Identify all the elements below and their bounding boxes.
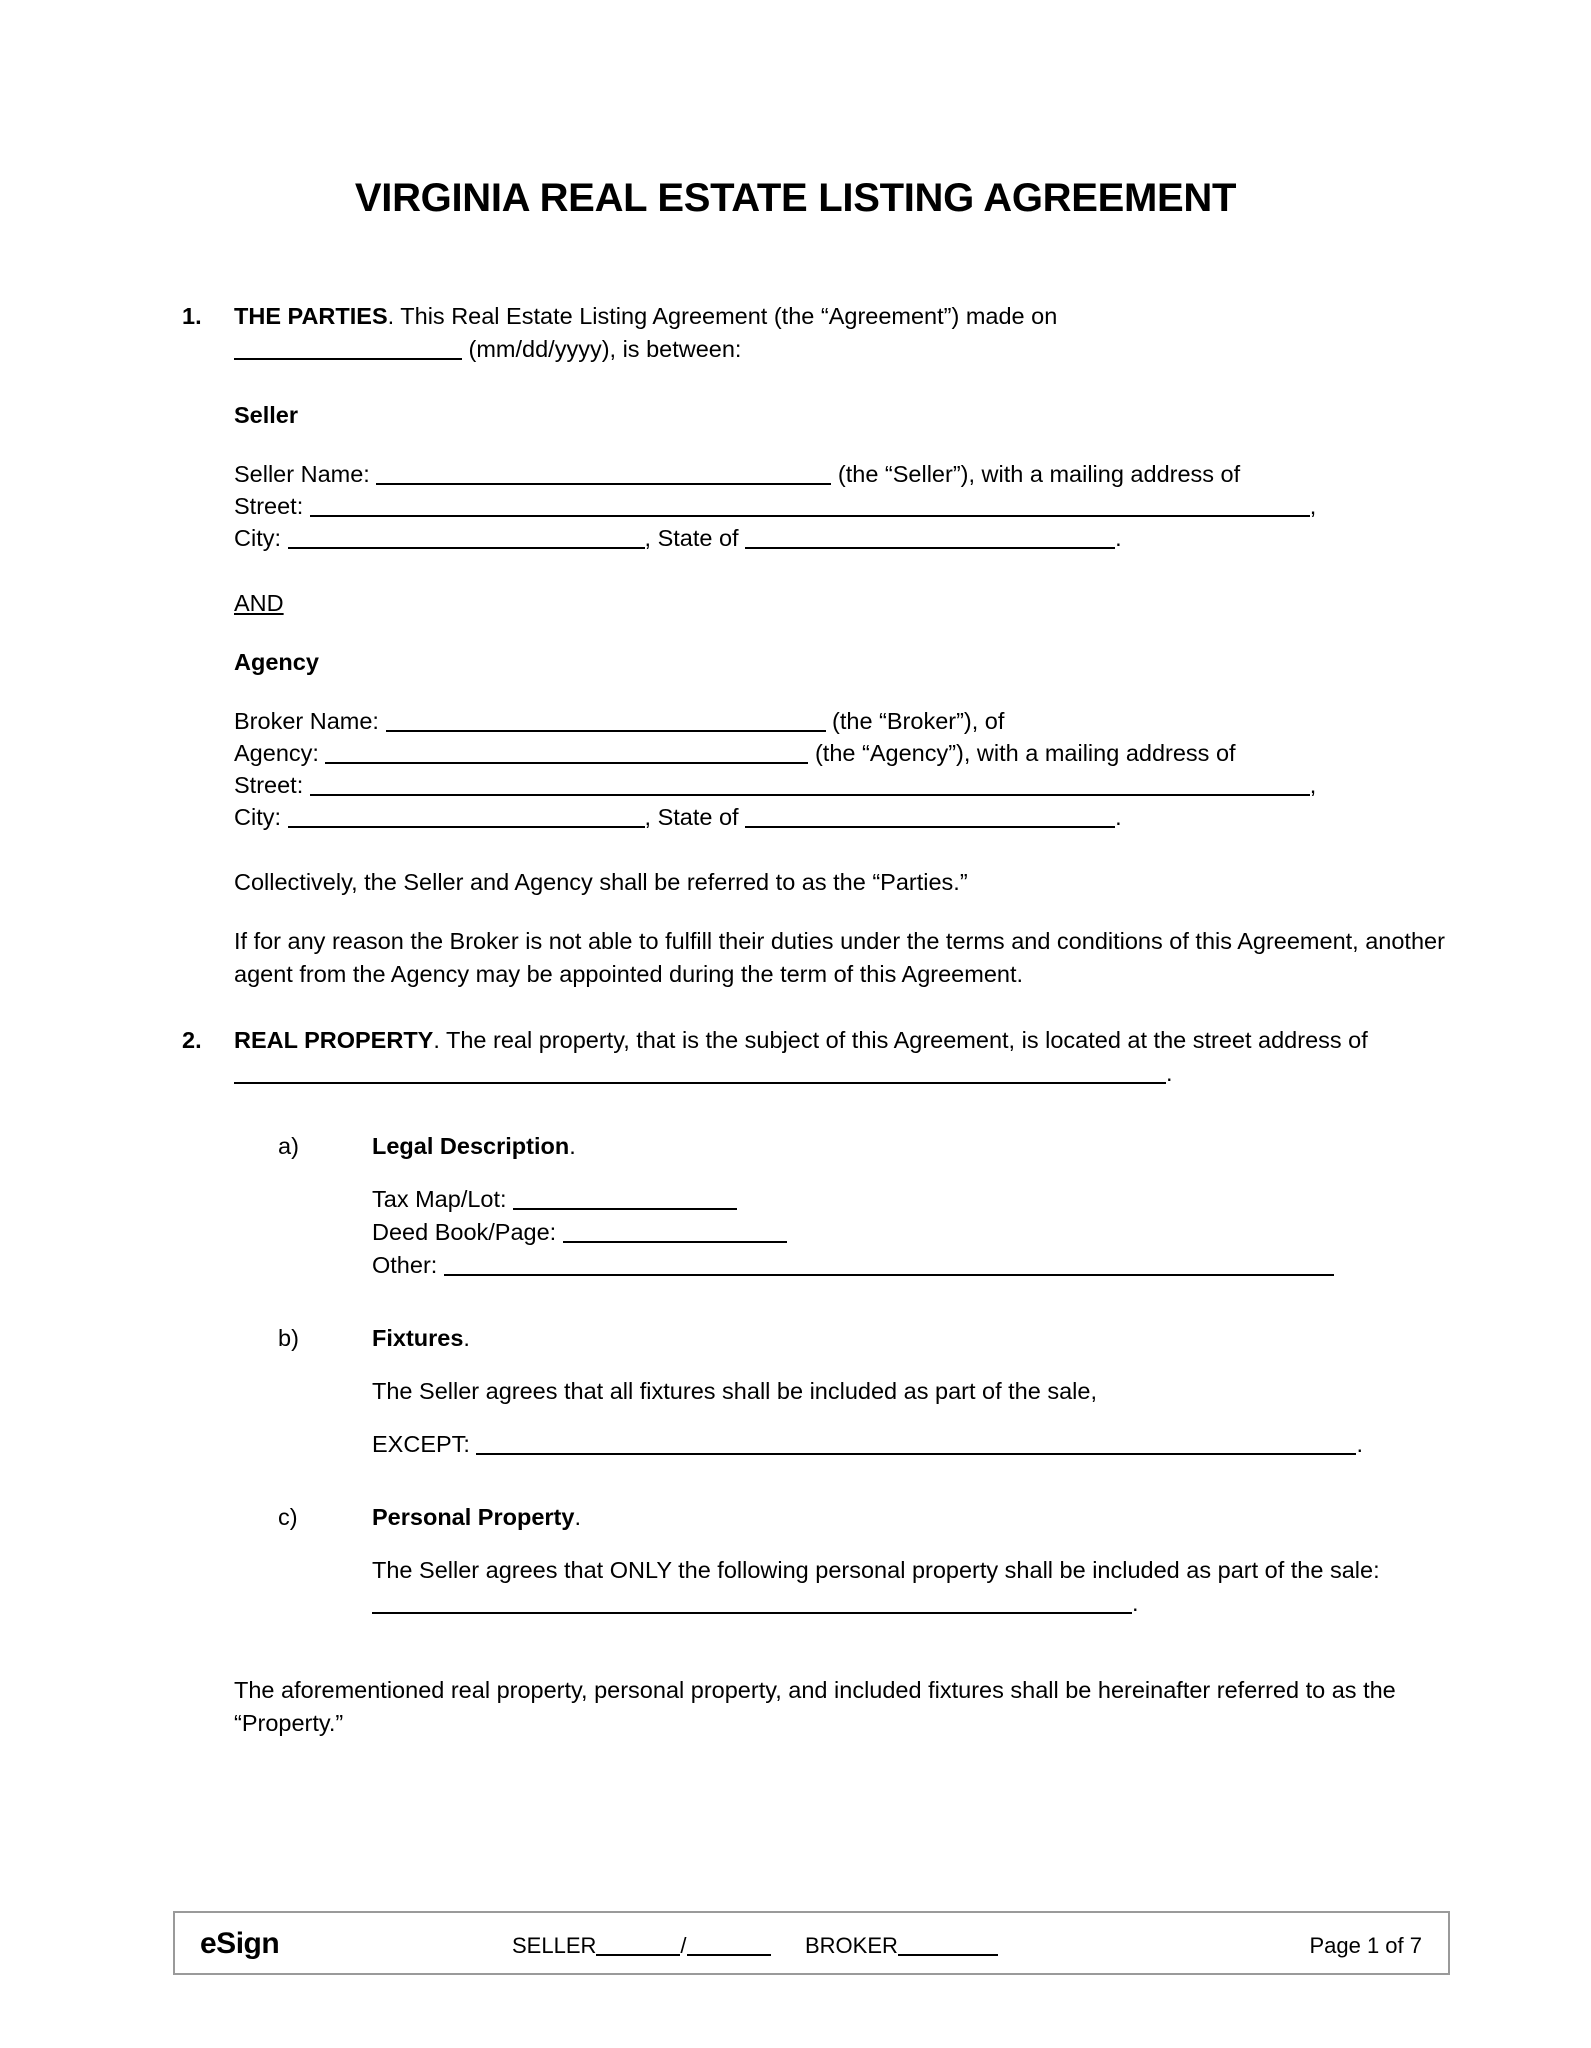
broker-name-label: Broker Name: <box>234 708 379 734</box>
substitute-agent-paragraph-row <box>234 925 1446 991</box>
agency-heading: Agency <box>234 649 319 675</box>
page-title: VIRGINIA REAL ESTATE LISTING AGREEMENT <box>354 176 1237 220</box>
personal-property-body-row <box>372 1554 1446 1620</box>
agency-name-blank[interactable] <box>325 741 808 764</box>
subclause-b-letter: b) <box>278 1325 299 1351</box>
footer-seller-label: SELLER <box>512 1933 597 1958</box>
clause-2-intro-text: . The real property, that is the subject of this Agreement, is located at the street address of <box>433 1027 1368 1053</box>
seller-details <box>234 458 1446 554</box>
fixtures-except-blank[interactable] <box>476 1432 1356 1455</box>
seller-name-blank[interactable] <box>376 462 831 485</box>
subclause-b-title-suffix: . <box>463 1325 470 1351</box>
collective-paragraph-row <box>234 866 1446 899</box>
other-legal-label: Other: <box>372 1252 438 1278</box>
broker-name-blank[interactable] <box>386 709 826 732</box>
agency-heading-row <box>234 646 1446 679</box>
fixtures-except-row <box>372 1428 1446 1461</box>
date-format-hint: (mm/dd/yyyy), is between: <box>468 336 742 362</box>
deed-book-page-blank[interactable] <box>563 1220 787 1243</box>
subclause-fixtures <box>278 1322 1446 1355</box>
clause-the-parties <box>182 300 1446 366</box>
agency-street-blank[interactable] <box>310 773 1310 796</box>
agency-label: Agency: <box>234 740 319 766</box>
subclause-legal-description <box>278 1130 1446 1163</box>
clause-1-heading: THE PARTIES <box>234 303 388 329</box>
substitute-agent-paragraph: If for any reason the Broker is not able to fulfill their duties under the terms and conditions of this Agreement, another agent from the Agency may be appointed during the term of this Agreement. <box>234 928 1445 987</box>
footer-broker-initial-blank[interactable] <box>898 1937 998 1956</box>
personal-property-suffix: . <box>1132 1590 1139 1616</box>
subclause-a-title: Legal Description <box>372 1133 570 1159</box>
seller-city-blank[interactable] <box>288 526 645 549</box>
and-connector: AND <box>234 590 284 616</box>
agency-details <box>234 705 1446 833</box>
agency-city-suffix: , State of <box>644 804 739 830</box>
subclause-c-title: Personal Property <box>372 1504 575 1530</box>
agency-street-suffix: , <box>1309 772 1317 798</box>
fixtures-body-row <box>372 1375 1446 1408</box>
seller-city-suffix: , State of <box>644 525 739 551</box>
collective-paragraph: Collectively, the Seller and Agency shall be referred to as the “Parties.” <box>234 869 968 895</box>
broker-name-suffix: (the “Broker”), of <box>832 708 1005 734</box>
agency-state-suffix: . <box>1115 804 1122 830</box>
esign-logo: eSign <box>200 1927 280 1960</box>
subclause-a-letter: a) <box>278 1133 299 1159</box>
agency-state-blank[interactable] <box>745 805 1115 828</box>
clause-2-number: 2. <box>182 1027 202 1053</box>
footer-seller-initial-blank-1[interactable] <box>596 1937 680 1956</box>
tax-map-lot-label: Tax Map/Lot: <box>372 1186 507 1212</box>
property-definition-paragraph: The aforementioned real property, personal property, and included fixtures shall be hereinafter referred to as the “Property.” <box>234 1677 1396 1736</box>
subclause-a-title-suffix: . <box>569 1133 576 1159</box>
seller-name-suffix: (the “Seller”), with a mailing address of <box>837 461 1241 487</box>
legal-description-fields <box>372 1183 1446 1282</box>
seller-street-blank[interactable] <box>310 494 1310 517</box>
tax-map-lot-blank[interactable] <box>513 1187 737 1210</box>
fixtures-except-label: EXCEPT: <box>372 1431 470 1457</box>
other-legal-blank[interactable] <box>444 1253 1334 1276</box>
subclause-b-title: Fixtures <box>372 1325 464 1351</box>
agency-city-blank[interactable] <box>288 805 645 828</box>
footer-broker-label: BROKER <box>805 1933 898 1958</box>
seller-state-suffix: . <box>1115 525 1122 551</box>
seller-name-label: Seller Name: <box>234 461 370 487</box>
clause-2-heading: REAL PROPERTY <box>234 1027 434 1053</box>
seller-heading: Seller <box>234 402 299 428</box>
seller-street-suffix: , <box>1309 493 1317 519</box>
fixtures-except-suffix: . <box>1356 1431 1364 1457</box>
agency-city-label: City: <box>234 804 281 830</box>
date-blank[interactable] <box>234 337 462 360</box>
seller-state-blank[interactable] <box>745 526 1115 549</box>
subclause-c-title-suffix: . <box>574 1504 581 1530</box>
footer-page-number: Page 1 of 7 <box>1309 1933 1422 1958</box>
seller-street-label: Street: <box>234 493 304 519</box>
property-definition-paragraph-row <box>234 1674 1446 1740</box>
footer-broker-initials <box>805 1933 998 1959</box>
personal-property-body-text: The Seller agrees that ONLY the following personal property shall be included as part of the sale: <box>372 1557 1380 1583</box>
clause-2-intro-suffix: . <box>1166 1060 1173 1086</box>
deed-book-page-label: Deed Book/Page: <box>372 1219 557 1245</box>
document-body <box>0 300 1591 1740</box>
and-connector-row <box>234 587 1446 620</box>
agency-street-label: Street: <box>234 772 304 798</box>
fixtures-body-text: The Seller agrees that all fixtures shall be included as part of the sale, <box>372 1378 1097 1404</box>
seller-heading-row <box>234 399 1446 432</box>
footer-seller-initials <box>512 1933 771 1959</box>
subclause-personal-property <box>278 1501 1446 1534</box>
agency-suffix: (the “Agency”), with a mailing address of <box>814 740 1236 766</box>
property-street-address-blank[interactable] <box>234 1061 1166 1084</box>
clause-1-number: 1. <box>182 303 202 329</box>
clause-real-property <box>182 1024 1446 1090</box>
footer-seller-separator: / <box>680 1933 687 1958</box>
footer-seller-initial-blank-2[interactable] <box>687 1937 771 1956</box>
personal-property-blank[interactable] <box>372 1591 1132 1614</box>
subclause-c-letter: c) <box>278 1504 298 1530</box>
seller-city-label: City: <box>234 525 281 551</box>
clause-1-intro-text: . This Real Estate Listing Agreement (the “Agreement”) made on <box>387 303 1058 329</box>
page-footer <box>173 1911 1450 1975</box>
